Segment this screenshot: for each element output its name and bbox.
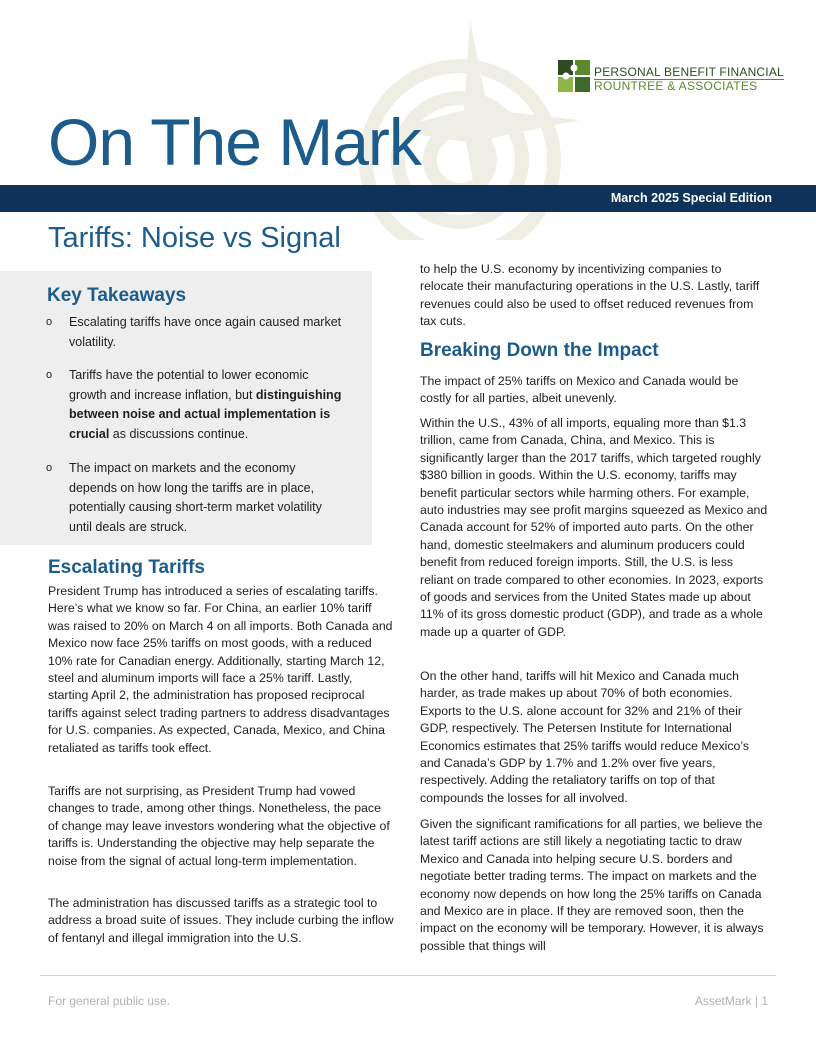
key-takeaways-heading: Key Takeaways — [47, 285, 187, 306]
takeaway-item — [46, 366, 346, 444]
takeaway-item — [46, 313, 346, 352]
logo-line-2: ROUNTREE & ASSOCIATES — [594, 79, 758, 93]
takeaway-text: Tariffs have the potential to lower economic growth and increase inflation, but distinguishing between noise and actual implementation is crucial as discussions continue. — [69, 368, 342, 441]
masthead-title: On The Mark — [48, 105, 421, 179]
takeaway-item — [46, 459, 346, 537]
company-logo — [558, 58, 784, 93]
paragraph: Tariffs are not surprising, as President Trump had vowed changes to trade, among other things. Nonetheless, the pace of change may leave investors wondering what the objective of tariffs is. Understanding the objective may help separate the noise from the signal of actual long-term implementation. — [48, 784, 390, 868]
footer-page-label: AssetMark | 1 — [694, 994, 768, 1008]
paragraph: On the other hand, tariffs will hit Mexico and Canada much harder, as trade makes up about 70% of both economies. Exports to the U.S. alone account for 32% and 21% of their GDP, respectively. The Petersen Institute for International Economics estimates that 25% tariffs would reduce Mexico’s and Canada’s GDP by 1.7% and 1.2% over five years, respectively. Adding the retaliatory tariffs on top of that compounds the losses for all involved. — [420, 669, 749, 805]
paragraph: Given the significant ramifications for all parties, we believe the latest tariff actions are still likely a negotiating tactic to draw Mexico and Canada into helping secure U.S. borders and negotiate better trading terms. The impact on markets and the economy now depends on how long the 25% tariffs on Canada and Mexico are in place. If they are removed soon, then the impact on the economy will be temporary. However, it is always possible that things will — [420, 817, 764, 953]
paragraph: The impact of 25% tariffs on Mexico and Canada would be costly for all parties, albeit unevenly. — [420, 374, 739, 406]
article-title: Tariffs: Noise vs Signal — [48, 222, 341, 254]
paragraph: to help the U.S. economy by incentivizing companies to relocate their manufacturing operations in the U.S. Lastly, tariff revenues could also be used to offset reduced revenues from tax cuts. — [420, 262, 760, 329]
bullet-icon: o — [46, 369, 53, 381]
edition-band — [0, 185, 816, 212]
edition-label: March 2025 Special Edition — [610, 191, 772, 205]
section-heading-breaking-down-impact: Breaking Down the Impact — [420, 340, 659, 361]
paragraph: Within the U.S., 43% of all imports, equaling more than $1.3 trillion, came from Canada, China, and Mexico. This is significantly larger than the 2017 tariffs, which targeted roughly $380 billion in goods. Within the U.S. economy, tariffs may benefit particular sectors while harming others. For example, auto industries may see profit margins squeezed as Mexico and Canada account for 52% of imported auto parts. On the other hand, domestic steelmakers and aluminum producers could benefit from reduced foreign imports. Still, the U.S. is less reliant on trade compared to other economies. In 2023, exports of goods and services from the United States made up about 11% of its gross domestic product (GDP), and trade as a whole made up a quarter of GDP. — [420, 416, 768, 639]
takeaway-text: Escalating tariffs have once again caused market volatility. — [69, 315, 342, 349]
paragraph: President Trump has introduced a series of escalating tariffs. Here’s what we know so far. For China, an earlier 10% tariff was raised to 20% on March 4 on all imports. Both Canada and Mexico now face 25% tariffs on most goods, with a reduced 10% rate for Canadian energy. Additionally, starting March 12, steel and aluminum imports will face a 25% tariff. Lastly, starting April 2, the administration has proposed reciprocal tariffs against select trading partners to address disadvantages for U.S. companies. As expected, Canada, Mexico, and China retaliated as tariffs took effect. — [48, 584, 393, 755]
takeaway-text: The impact on markets and the economy depends on how long the tariffs are in place, potentially causing short-term market volatility until deals are struck. — [69, 461, 322, 534]
paragraph: The administration has discussed tariffs as a strategic tool to address a broad suite of issues. They include curbing the inflow of fentanyl and illegal immigration into the U.S. — [48, 896, 394, 945]
key-takeaways-box — [0, 271, 372, 545]
bullet-icon: o — [46, 462, 53, 474]
takeaway-emphasis: distinguishing between noise and actual implementation is crucial — [69, 387, 342, 441]
bullet-icon: o — [46, 316, 53, 328]
footer-divider — [40, 975, 776, 976]
puzzle-logo-icon — [558, 58, 592, 92]
logo-line-1: PERSONAL BENEFIT FINANCIAL — [594, 58, 784, 80]
footer-disclaimer: For general public use. — [48, 994, 171, 1008]
section-heading-escalating-tariffs: Escalating Tariffs — [48, 557, 205, 578]
